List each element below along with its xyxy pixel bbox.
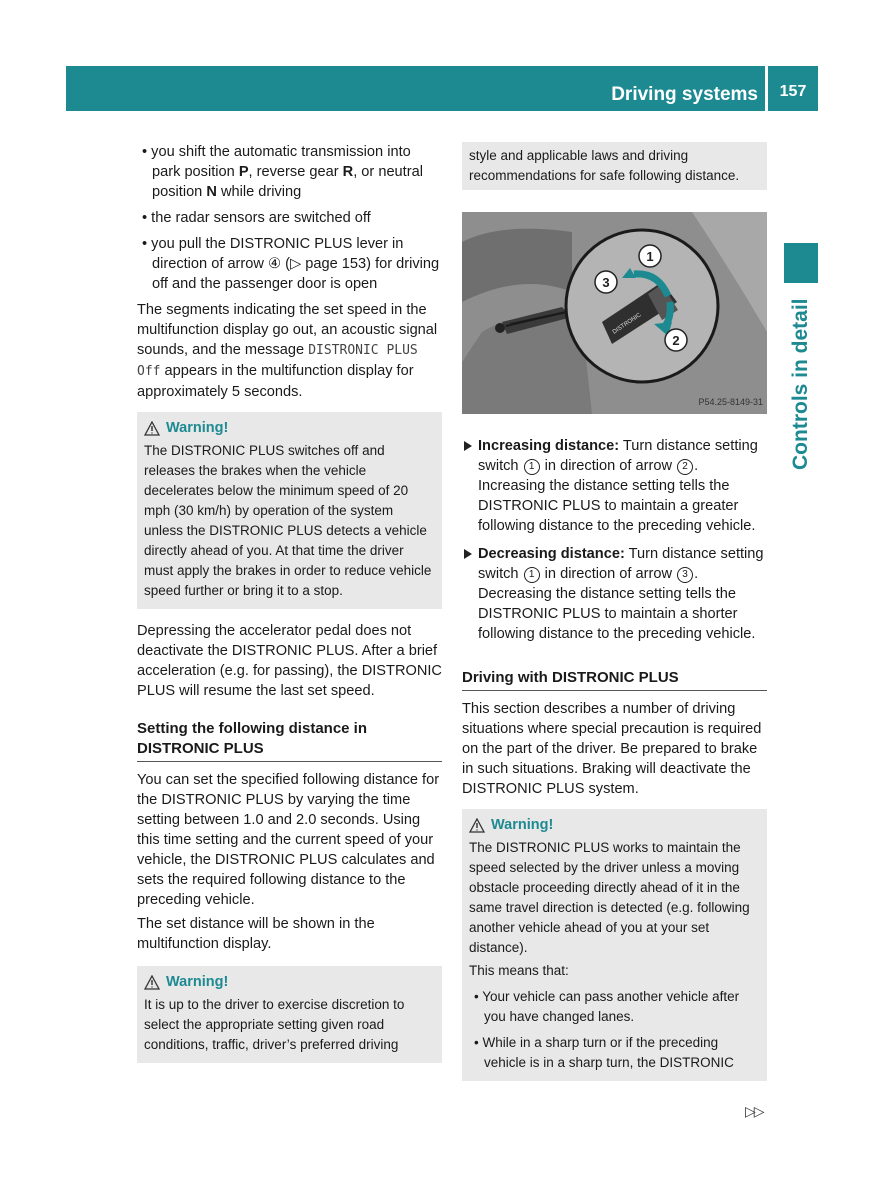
section-heading: Setting the following distance in DISTRONIC PLUS bbox=[137, 719, 442, 762]
figure-code: P54.25-8149-31 bbox=[698, 397, 763, 407]
svg-text:DISTRONIC: DISTRONIC bbox=[611, 312, 643, 336]
figure-callout-3: 3 bbox=[602, 275, 610, 290]
list-item: • While in a sharp turn or if the preceding vehicle is in a sharp turn, the DISTRONIC bbox=[469, 1033, 760, 1073]
lever-illustration bbox=[462, 212, 767, 414]
body-paragraph: You can set the specified following distance for the DISTRONIC PLUS by varying the time setting between 1.0 and 2.0 seconds. Using this time setting and the current speed of your vehicle, the DISTRONIC PLUS calculates and sets the required following distance to the preceding vehicle. bbox=[137, 772, 440, 908]
distronic-lever-figure bbox=[462, 212, 767, 414]
section-heading: Driving with DISTRONIC PLUS bbox=[462, 668, 767, 691]
warning-triangle-icon bbox=[144, 975, 160, 990]
instruction-item: Increasing distance: Turn distance setting switch 1 in direction of arrow 2 . Increasing the distance setting tells the DISTRONIC PLUS to maintain a greater following distance to the preceding vehicle. bbox=[462, 436, 767, 536]
callout-3-ref: 3 bbox=[677, 567, 693, 583]
continue-arrows: ▷▷ bbox=[745, 1103, 763, 1119]
right-column bbox=[462, 142, 767, 1093]
left-column bbox=[137, 142, 442, 1075]
warning-text: The DISTRONIC PLUS switches off and releases the brakes when the vehicle decelerates below the minimum speed of 20 mph (30 km/h) by operation of the system unless the DISTRONIC PLUS detects a vehicle directly ahead of you. At that time the driver must apply the brakes in order to reduce vehicle speed further or bring it to a stop. bbox=[144, 443, 432, 598]
body-paragraph: Depressing the accelerator pedal does not deactivate the DISTRONIC PLUS. After a brief acceleration (e.g. for passing), the DISTRONIC PLUS will resume the last set speed. bbox=[137, 623, 442, 699]
warning-box bbox=[137, 412, 442, 609]
side-tab-label: Controls in detail bbox=[789, 298, 812, 470]
warning-heading: Warning! bbox=[144, 418, 435, 438]
body-paragraph: The segments indicating the set speed in the multifunction display go out, an acoustic signal sounds, and the message DISTRONIC PLUS Off appears in the multifunction display for approximately 5 seconds. bbox=[137, 302, 438, 400]
body-paragraph: The set distance will be shown in the multifunction display. bbox=[137, 916, 375, 952]
warning-box bbox=[462, 809, 767, 1081]
figure-callout-2: 2 bbox=[672, 333, 680, 348]
step-arrow-icon bbox=[464, 441, 472, 451]
warning-triangle-icon bbox=[144, 421, 160, 436]
step-arrow-icon bbox=[464, 549, 472, 559]
list-item: • you shift the automatic transmission into park position P, reverse gear R, or neutral position N while driving bbox=[137, 142, 442, 202]
warning-heading: Warning! bbox=[144, 972, 435, 992]
warning-text: The DISTRONIC PLUS works to maintain the speed selected by the driver unless a moving obstacle proceeding directly ahead of it in the same travel direction is detected (e.g. following another vehicle ahead of you at your set distance). bbox=[469, 840, 750, 955]
page-number: 157 bbox=[768, 66, 818, 111]
warning-triangle-icon bbox=[469, 818, 485, 833]
callout-2-ref: 2 bbox=[677, 459, 693, 475]
warning-box bbox=[137, 966, 442, 1063]
body-paragraph: This section describes a number of driving situations where special precaution is required on the part of the driver. Be prepared to brake in such situations. Braking will deactivate the DISTRONIC PLUS system. bbox=[462, 701, 762, 797]
page-section-title: Driving systems bbox=[611, 84, 758, 105]
instruction-item: Decreasing distance: Turn distance setting switch 1 in direction of arrow 3 . Decreasing the distance setting tells the DISTRONIC PLUS to maintain a shorter following distance to the preceding vehicle. bbox=[462, 544, 767, 644]
list-item: • Your vehicle can pass another vehicle after you have changed lanes. bbox=[469, 987, 760, 1027]
list-item: • you pull the DISTRONIC PLUS lever in direction of arrow ④ (▷ page 153) for driving off and the passenger door is open bbox=[137, 234, 442, 294]
continued-warning-text: style and applicable laws and driving recommendations for safe following distance. bbox=[462, 142, 767, 190]
warning-text: This means that: bbox=[469, 963, 569, 978]
callout-1-ref: 1 bbox=[524, 459, 540, 475]
side-tab-marker bbox=[784, 243, 818, 283]
warning-heading: Warning! bbox=[469, 815, 760, 835]
callout-1-ref: 1 bbox=[524, 567, 540, 583]
figure-callout-1: 1 bbox=[646, 249, 654, 264]
list-item: • the radar sensors are switched off bbox=[137, 208, 442, 228]
warning-text: It is up to the driver to exercise discretion to select the appropriate setting given road conditions, traffic, driver’s preferred driving bbox=[144, 997, 405, 1052]
